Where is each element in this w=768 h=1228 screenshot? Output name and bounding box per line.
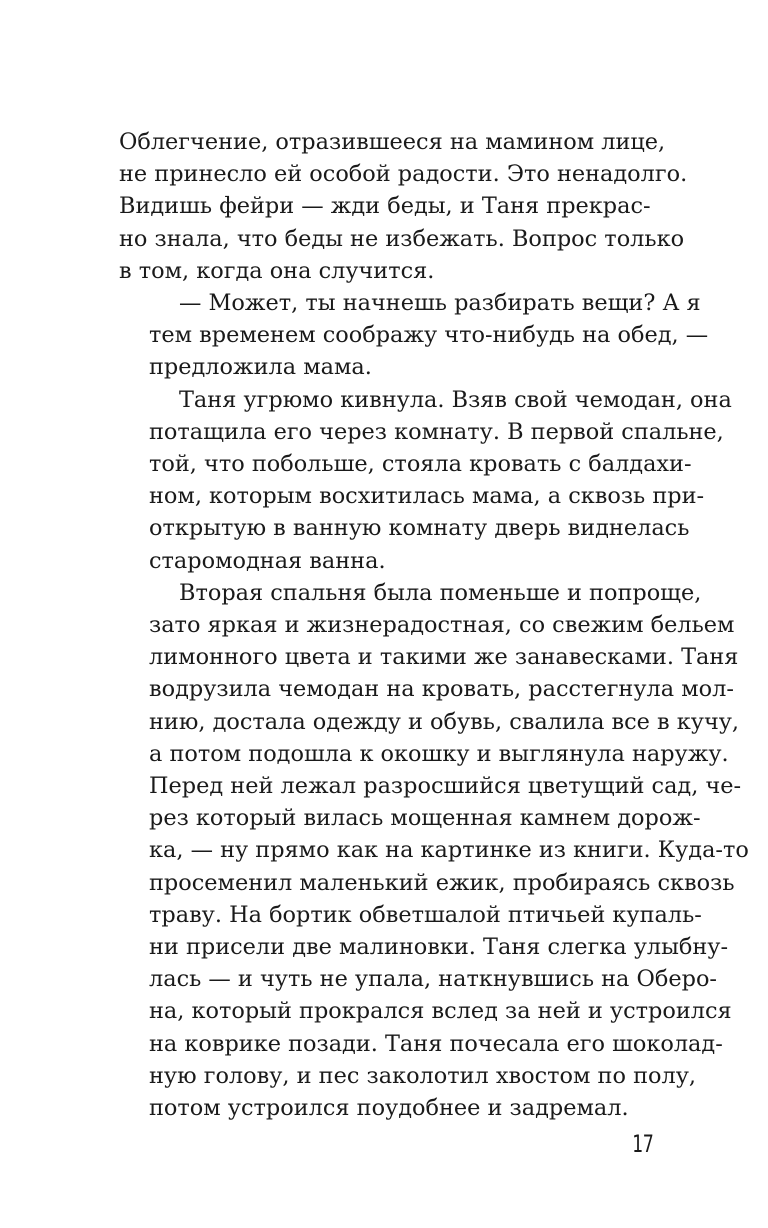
text-line: зато яркая и жизнерадостная, со свежим бельем [149, 612, 735, 639]
text-line: Таня угрюмо кивнула. Взяв свой чемодан, она [179, 386, 732, 413]
text-line: ни присели две малиновки. Таня слегка улыбну- [149, 934, 729, 961]
text-line: траву. На бортик обветшалой птичьей купаль- [149, 901, 702, 928]
text-line: просеменил маленький ежик, пробираясь сквозь [149, 869, 735, 896]
text-line: тем временем соображу что-нибудь на обед, — [149, 322, 709, 349]
text-line: Облегчение, отразившееся на мамином лице, [119, 129, 666, 155]
text-line: лимонного цвета и такими же занавесками. Таня [149, 644, 739, 671]
paragraph [119, 577, 749, 1124]
text-line: водрузила чемодан на кровать, расстегнула мол- [149, 676, 734, 703]
text-line: Видишь фейри — жди беды, и Таня прекрас- [119, 193, 651, 220]
text-line: предложила мама. [149, 354, 372, 381]
text-line: на, который прокрался вслед за ней и устроился [149, 998, 732, 1025]
text-line: открытую в ванную комнату дверь виднелась [149, 515, 690, 542]
paragraph [119, 384, 732, 577]
text-line: старомодная ванна. [149, 547, 386, 574]
text-line: ном, которым восхитилась мама, а сквозь при- [149, 483, 705, 510]
text-line: в том, когда она случится. [119, 257, 435, 284]
text-line: на коврике позади. Таня почесала его шоколад- [149, 1030, 723, 1057]
text-line: ка, — ну прямо как на картинке из книги. Куда-то [149, 837, 749, 864]
paragraph [119, 287, 709, 384]
text-line: не принесло ей особой радости. Это ненадолго. [119, 161, 688, 188]
text-line: а потом подошла к окошку и выглянула наружу. [149, 740, 729, 767]
page-number: 17 [632, 1130, 654, 1158]
text-line: той, что побольше, стояла кровать с балдахи- [149, 451, 692, 478]
text-line: Вторая спальня была поменьше и попроще, [179, 579, 702, 606]
text-line: потащила его через комнату. В первой спальне, [149, 418, 724, 445]
text-line: Перед ней лежал разросшийся цветущий сад, че- [149, 773, 742, 800]
text-line: потом устроился поудобнее и задремал. [149, 1095, 629, 1122]
text-line: лась — и чуть не упала, наткнувшись на Оберо- [149, 966, 717, 993]
text-line: но знала, что беды не избежать. Вопрос только [119, 225, 685, 252]
text-line: ную голову, и пес заколотил хвостом по полу, [149, 1062, 696, 1089]
body-text [119, 126, 749, 1124]
paragraph [119, 126, 688, 287]
text-line: рез который вилась мощенная камнем дорож- [149, 805, 701, 832]
text-line: нию, достала одежду и обувь, свалила все в кучу, [149, 708, 740, 735]
text-line: — Может, ты начнешь разбирать вещи? А я [179, 290, 701, 317]
